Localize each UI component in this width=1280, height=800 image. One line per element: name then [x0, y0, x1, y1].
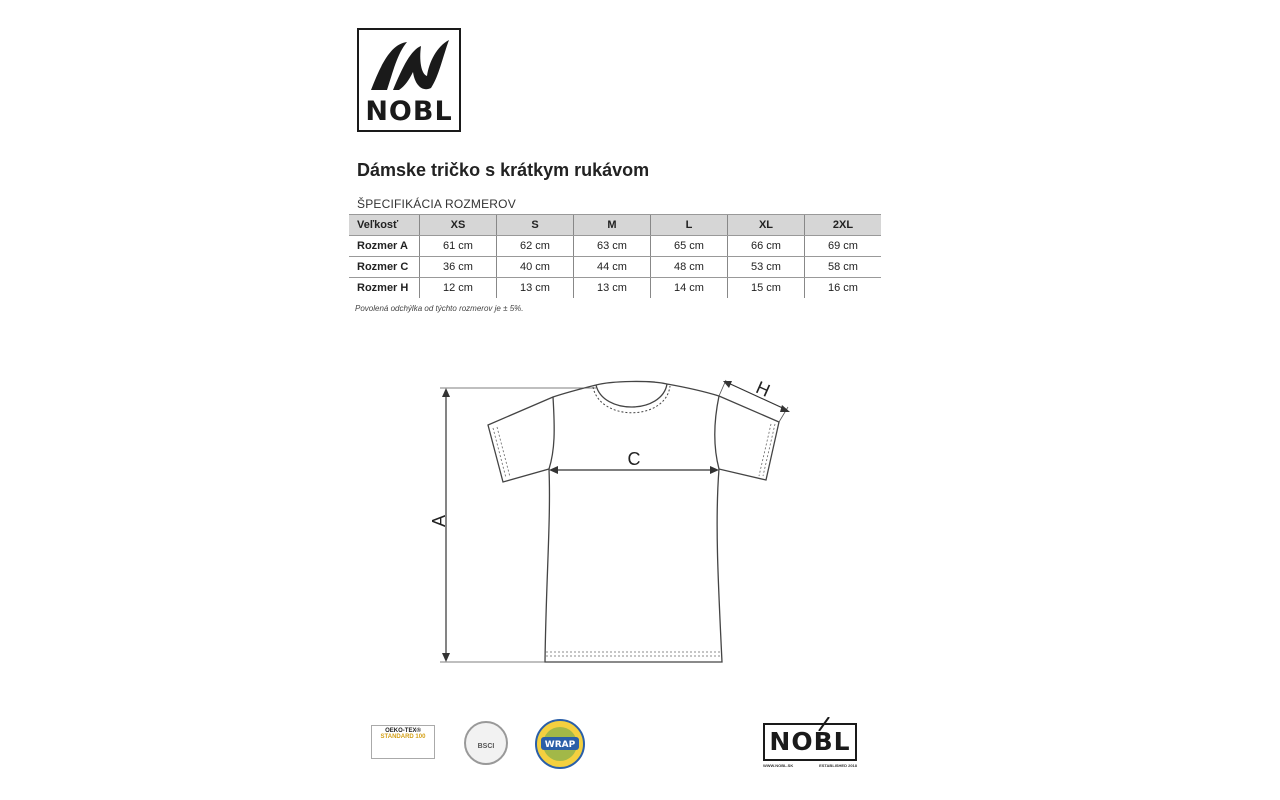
logo-footer [763, 763, 857, 768]
bsci-label: BSCI [477, 743, 495, 750]
bsci-badge [464, 721, 508, 765]
table-cell: 12 cm [420, 278, 497, 299]
nobl-logo [357, 28, 461, 132]
table-cell: 36 cm [420, 257, 497, 278]
table-row [349, 257, 881, 278]
page-title: Dámske tričko s krátkym rukávom [357, 160, 650, 180]
row-label: Rozmer A [349, 236, 420, 257]
wrap-label: WRAP [544, 740, 576, 750]
nobl-wave-logo-icon [367, 36, 453, 94]
row-label: Rozmer H [357, 282, 409, 294]
tshirt-diagram [420, 365, 810, 675]
nobl-logo-bottom [763, 723, 857, 761]
table-cell: 58 cm [805, 257, 882, 278]
table-cell: 53 cm [728, 257, 805, 278]
tolerance-note: Povolená odchýlka od týchto rozmerov je ± 5%. [355, 304, 524, 313]
section-subtitle: ŠPECIFIKÁCIA ROZMEROV [357, 197, 516, 211]
table-cell: 14 cm [651, 278, 728, 299]
table-header-row [349, 215, 881, 236]
table-header: XS [420, 215, 497, 236]
row-label: Rozmer C [349, 257, 420, 278]
table-header: M [574, 215, 651, 236]
table-cell: 15 cm [728, 278, 805, 299]
oeko-tex-badge [371, 725, 435, 759]
table-header: Veľkosť [349, 215, 420, 236]
website-text: WWW.NOBL.SK [763, 763, 794, 768]
table-row [349, 278, 881, 299]
table-cell: 13 cm [497, 278, 574, 299]
table-cell: 61 cm [420, 236, 497, 257]
wrap-badge [534, 718, 586, 770]
table-cell: 40 cm [497, 257, 574, 278]
table-cell: 48 cm [651, 257, 728, 278]
dimension-label-a: A [429, 514, 449, 528]
table-cell: 66 cm [728, 236, 805, 257]
established-text: ESTABLISHED 2018 [819, 763, 857, 768]
dimension-label-h: H [752, 377, 774, 401]
size-table [349, 214, 881, 298]
table-header: 2XL [805, 215, 882, 236]
logo-slash-icon [817, 717, 831, 731]
table-row [349, 236, 881, 257]
table-header: XL [728, 215, 805, 236]
brand-name: NOBL [365, 96, 453, 127]
oeko-standard: STANDARD 100 [380, 734, 426, 740]
table-cell: 44 cm [574, 257, 651, 278]
table-header: L [651, 215, 728, 236]
table-cell: 16 cm [805, 278, 882, 299]
oeko-title: OEKO-TEX® [385, 728, 421, 734]
table-cell: 13 cm [574, 278, 651, 299]
brand-name-bottom: NOBL [769, 727, 851, 756]
dimension-label-c: C [627, 449, 641, 469]
table-cell: 65 cm [651, 236, 728, 257]
table-header: S [497, 215, 574, 236]
table-cell: 63 cm [574, 236, 651, 257]
table-cell: 62 cm [497, 236, 574, 257]
table-cell: 69 cm [805, 236, 882, 257]
